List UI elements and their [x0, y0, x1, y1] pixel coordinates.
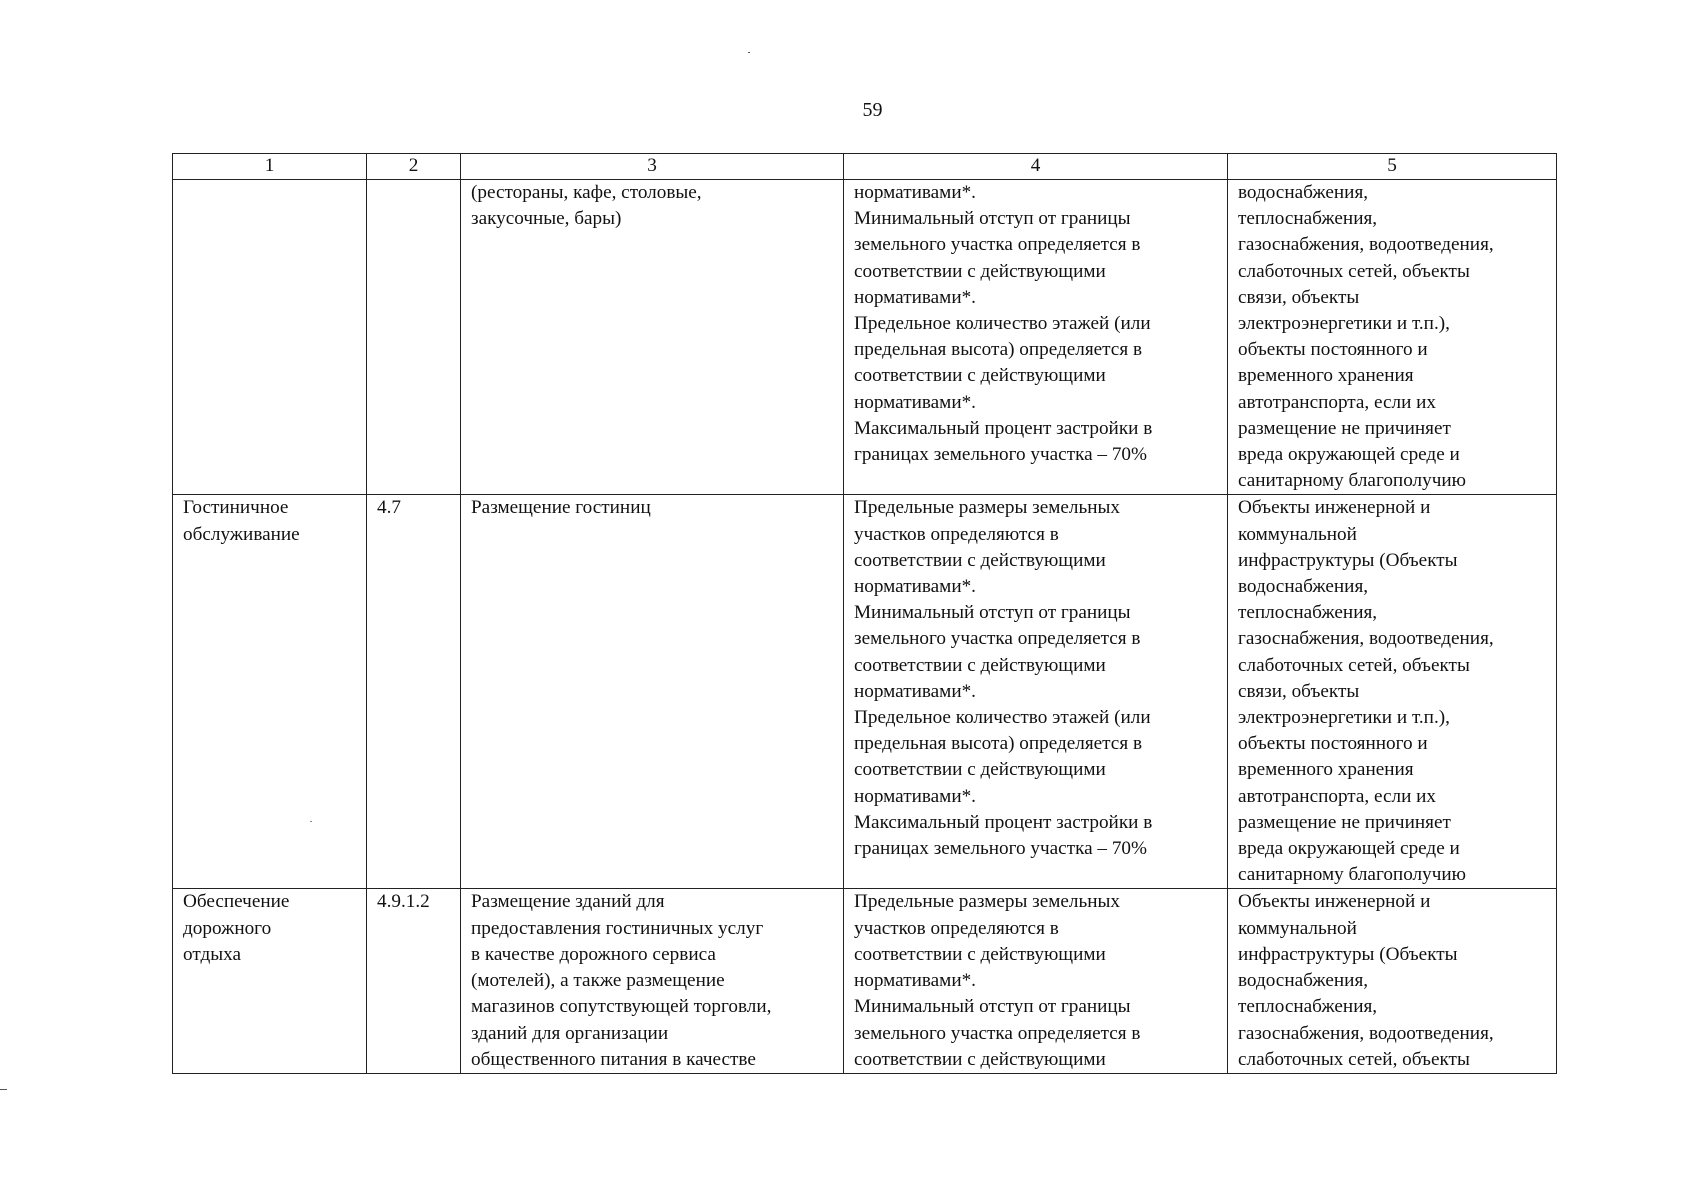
cell-line: Гостиничное — [183, 497, 289, 519]
header-cell-1: 1 — [173, 154, 367, 180]
cell-line: участков определяются в — [854, 917, 1059, 939]
cell-line: автотранспорта, если их — [1238, 785, 1437, 807]
cell-line: в качестве дорожного сервиса — [471, 943, 716, 965]
cell-line: размещение не причиняет — [1238, 811, 1451, 833]
table-header-row — [173, 154, 1557, 180]
cell-line: нормативами*. — [854, 785, 976, 807]
cell-line: нормативами*. — [854, 576, 976, 598]
cell-line: дорожного — [183, 917, 272, 939]
cell-line: санитарному благополучию — [1238, 470, 1466, 492]
cell-use-type — [173, 180, 367, 495]
cell-line: (мотелей), а также размещение — [471, 970, 725, 992]
cell-line: нормативами*. — [854, 970, 976, 992]
cell-line: нормативами*. — [854, 286, 976, 308]
regulations-table — [172, 153, 1557, 1074]
cell-line: инфраструктуры (Объекты — [1238, 549, 1458, 571]
cell-line: слаботочных сетей, объекты — [1238, 654, 1470, 676]
cell-parameters — [844, 495, 1228, 889]
cell-line: Предельное количество этажей (или — [854, 313, 1151, 335]
cell-line: обслуживание — [183, 523, 300, 545]
cell-line: Минимальный отступ от границы — [854, 996, 1131, 1018]
cell-line: отдыха — [183, 943, 241, 965]
cell-line: электроэнергетики и т.п.), — [1238, 707, 1450, 729]
cell-line: газоснабжения, водоотведения, — [1238, 234, 1494, 256]
cell-auxiliary-uses — [1228, 180, 1557, 495]
cell-parameters — [844, 889, 1228, 1073]
cell-line: земельного участка определяется в — [854, 628, 1141, 650]
cell-parameters — [844, 180, 1228, 495]
cell-line: теплоснабжения, — [1238, 996, 1378, 1018]
table-row — [173, 889, 1557, 1073]
cell-line: нормативами*. — [854, 182, 976, 203]
cell-line: объекты постоянного и — [1238, 339, 1428, 361]
cell-line: водоснабжения, — [1238, 970, 1369, 992]
cell-line: соответствии с действующими — [854, 759, 1106, 781]
cell-line: 4.7 — [377, 497, 401, 519]
cell-line: автотранспорта, если их — [1238, 391, 1437, 413]
cell-line: газоснабжения, водоотведения, — [1238, 1022, 1494, 1044]
header-cell-2: 2 — [367, 154, 461, 180]
cell-line: земельного участка определяется в — [854, 1022, 1141, 1044]
cell-code — [367, 889, 461, 1073]
cell-line: соответствии с действующими — [854, 365, 1106, 387]
cell-line: общественного питания в качестве — [471, 1048, 756, 1070]
cell-line: теплоснабжения, — [1238, 602, 1378, 624]
cell-line: Максимальный процент застройки в — [854, 811, 1153, 833]
cell-line: зданий для организации — [471, 1022, 669, 1044]
cell-line: нормативами*. — [854, 391, 976, 413]
cell-line: размещение не причиняет — [1238, 417, 1451, 439]
cell-line: соответствии с действующими — [854, 1048, 1106, 1070]
cell-line: (рестораны, кафе, столовые, — [471, 182, 702, 203]
cell-line: магазинов сопутствующей торговли, — [471, 996, 772, 1018]
scan-speck — [0, 1089, 7, 1090]
cell-line: газоснабжения, водоотведения, — [1238, 628, 1494, 650]
cell-line: связи, объекты — [1238, 286, 1360, 308]
header-cell-5: 5 — [1228, 154, 1557, 180]
cell-description — [461, 889, 844, 1073]
cell-line: коммунальной — [1238, 917, 1357, 939]
cell-line: вреда окружающей среде и — [1238, 444, 1460, 466]
cell-line: Объекты инженерной и — [1238, 497, 1431, 519]
cell-line: 4.9.1.2 — [377, 891, 430, 913]
cell-use-type — [173, 495, 367, 889]
cell-use-type — [173, 889, 367, 1073]
cell-auxiliary-uses — [1228, 889, 1557, 1073]
cell-line: Предельные размеры земельных — [854, 891, 1120, 913]
cell-line: Минимальный отступ от границы — [854, 208, 1131, 230]
cell-line: слаботочных сетей, объекты — [1238, 1048, 1470, 1070]
cell-line: Размещение зданий для — [471, 891, 665, 913]
cell-line: нормативами*. — [854, 680, 976, 702]
table-row — [173, 180, 1557, 495]
cell-line: Объекты инженерной и — [1238, 891, 1431, 913]
cell-line: слаботочных сетей, объекты — [1238, 260, 1470, 282]
cell-line: Размещение гостиниц — [471, 497, 651, 519]
cell-line: соответствии с действующими — [854, 654, 1106, 676]
cell-line: вреда окружающей среде и — [1238, 838, 1460, 860]
cell-line: коммунальной — [1238, 523, 1357, 545]
cell-line: предельная высота) определяется в — [854, 733, 1142, 755]
cell-auxiliary-uses — [1228, 495, 1557, 889]
cell-line: временного хранения — [1238, 759, 1414, 781]
cell-description — [461, 495, 844, 889]
cell-line: Максимальный процент застройки в — [854, 417, 1153, 439]
table-row — [173, 495, 1557, 889]
cell-line: границах земельного участка – 70% — [854, 838, 1147, 860]
cell-line: участков определяются в — [854, 523, 1059, 545]
page-number: 59 — [862, 99, 883, 121]
cell-line: теплоснабжения, — [1238, 208, 1378, 230]
scan-speck — [748, 52, 750, 53]
cell-line: Предельные размеры земельных — [854, 497, 1120, 519]
cell-line: временного хранения — [1238, 365, 1414, 387]
cell-line: предельная высота) определяется в — [854, 339, 1142, 361]
cell-line: закусочные, бары) — [471, 208, 622, 230]
cell-line: Предельное количество этажей (или — [854, 707, 1151, 729]
cell-code — [367, 495, 461, 889]
cell-line: соответствии с действующими — [854, 260, 1106, 282]
header-cell-3: 3 — [461, 154, 844, 180]
cell-line: объекты постоянного и — [1238, 733, 1428, 755]
cell-line: земельного участка определяется в — [854, 234, 1141, 256]
cell-line: инфраструктуры (Объекты — [1238, 943, 1458, 965]
cell-code — [367, 180, 461, 495]
cell-line: связи, объекты — [1238, 680, 1360, 702]
cell-description — [461, 180, 844, 495]
cell-line: границах земельного участка – 70% — [854, 444, 1147, 466]
cell-line: предоставления гостиничных услуг — [471, 917, 764, 939]
cell-line: соответствии с действующими — [854, 943, 1106, 965]
header-cell-4: 4 — [844, 154, 1228, 180]
cell-line: санитарному благополучию — [1238, 864, 1466, 886]
cell-line: соответствии с действующими — [854, 549, 1106, 571]
cell-line: водоснабжения, — [1238, 182, 1369, 203]
cell-line: Обеспечение — [183, 891, 290, 913]
cell-line: электроэнергетики и т.п.), — [1238, 313, 1450, 335]
cell-line: Минимальный отступ от границы — [854, 602, 1131, 624]
cell-line: водоснабжения, — [1238, 576, 1369, 598]
